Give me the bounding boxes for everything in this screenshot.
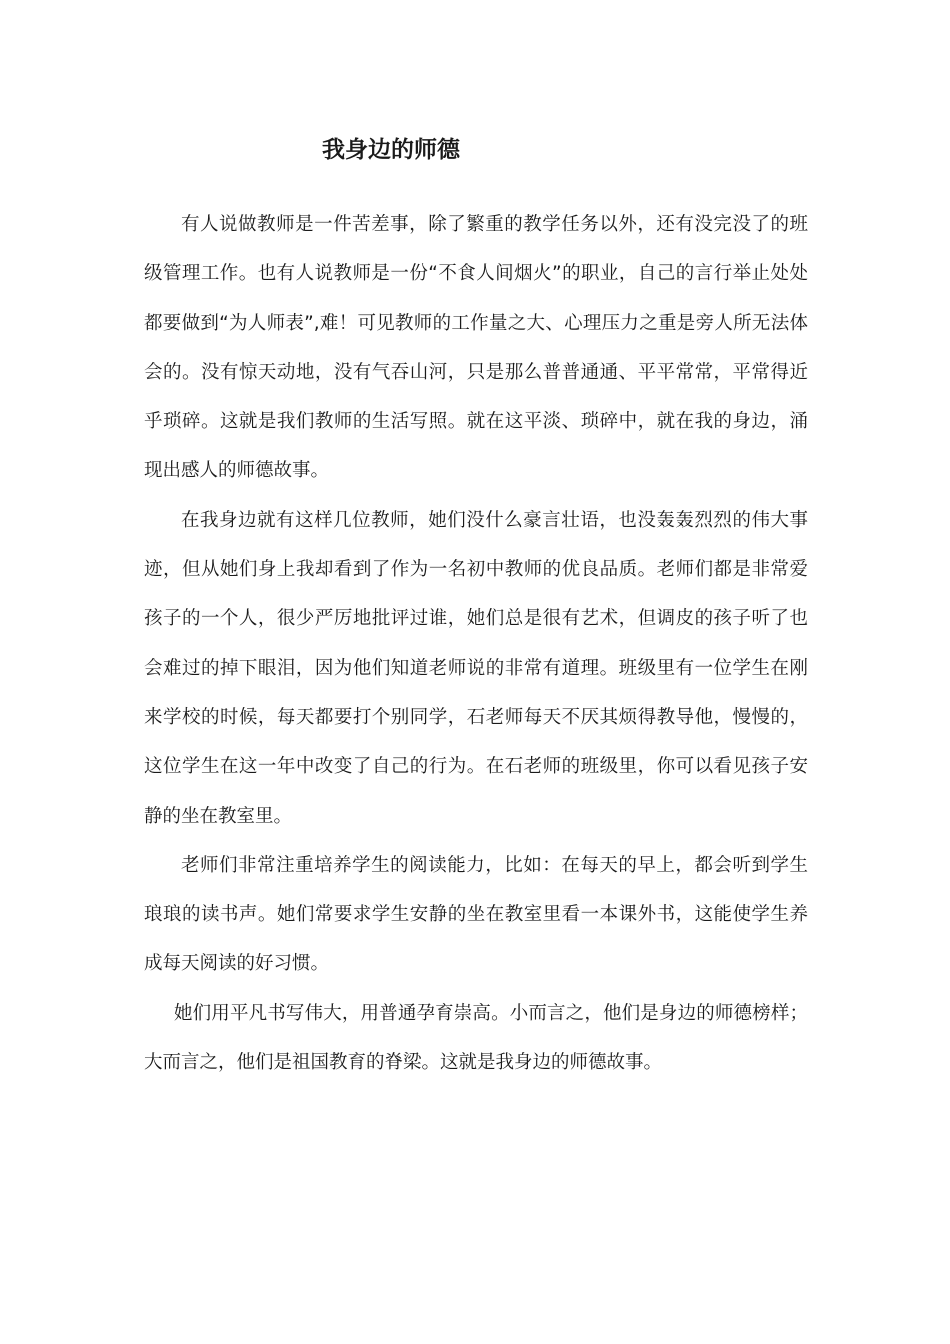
paragraph-2: 在我身边就有这样几位教师，她们没什么豪言壮语，也没轰轰烈烈的伟大事迹，但从她们身上我却看到了作为一名初中教师的优良品质。老师们都是非常爱孩子的一个人，很少严厉地批评过谁，她们总是很有艺术，但调皮的孩子听了也会难过的掉下眼泪，因为他们知道老师说的非常有道理。班级里有一位学生在刚来学校的时候，每天都要打个别同学，石老师每天不厌其烦得教导他，慢慢的，这位学生在这一年中改变了自己的行为。在石老师的班级里，你可以看见孩子安静的坐在教室里。 [144,509,808,827]
paragraph-4: 她们用平凡书写伟大，用普通孕育崇高。小而言之，他们是身边的师德榜样；大而言之，他们是祖国教育的脊梁。这就是我身边的师德故事。 [144,1002,808,1074]
document-title: 我身边的师德 [322,137,460,163]
paragraph-1: 有人说做教师是一件苦差事，除了繁重的教学任务以外，还有没完没了的班级管理工作。也有人说教师是一份“不食人间烟火”的职业，自己的言行举止处处都要做到“为人师表”,难！可见教师的工作量之大、心理压力之重是旁人所无法体会的。没有惊天动地，没有气吞山河，只是那么普普通通、平平常常，平常得近乎琐碎。这就是我们教师的生活写照。就在这平淡、琐碎中，就在我的身边，涌现出感人的师德故事。 [144,214,808,482]
document-body [144,200,808,1087]
paragraph-3: 老师们非常注重培养学生的阅读能力，比如：在每天的早上，都会听到学生琅琅的读书声。她们常要求学生安静的坐在教室里看一本课外书，这能使学生养成每天阅读的好习惯。 [144,854,808,975]
